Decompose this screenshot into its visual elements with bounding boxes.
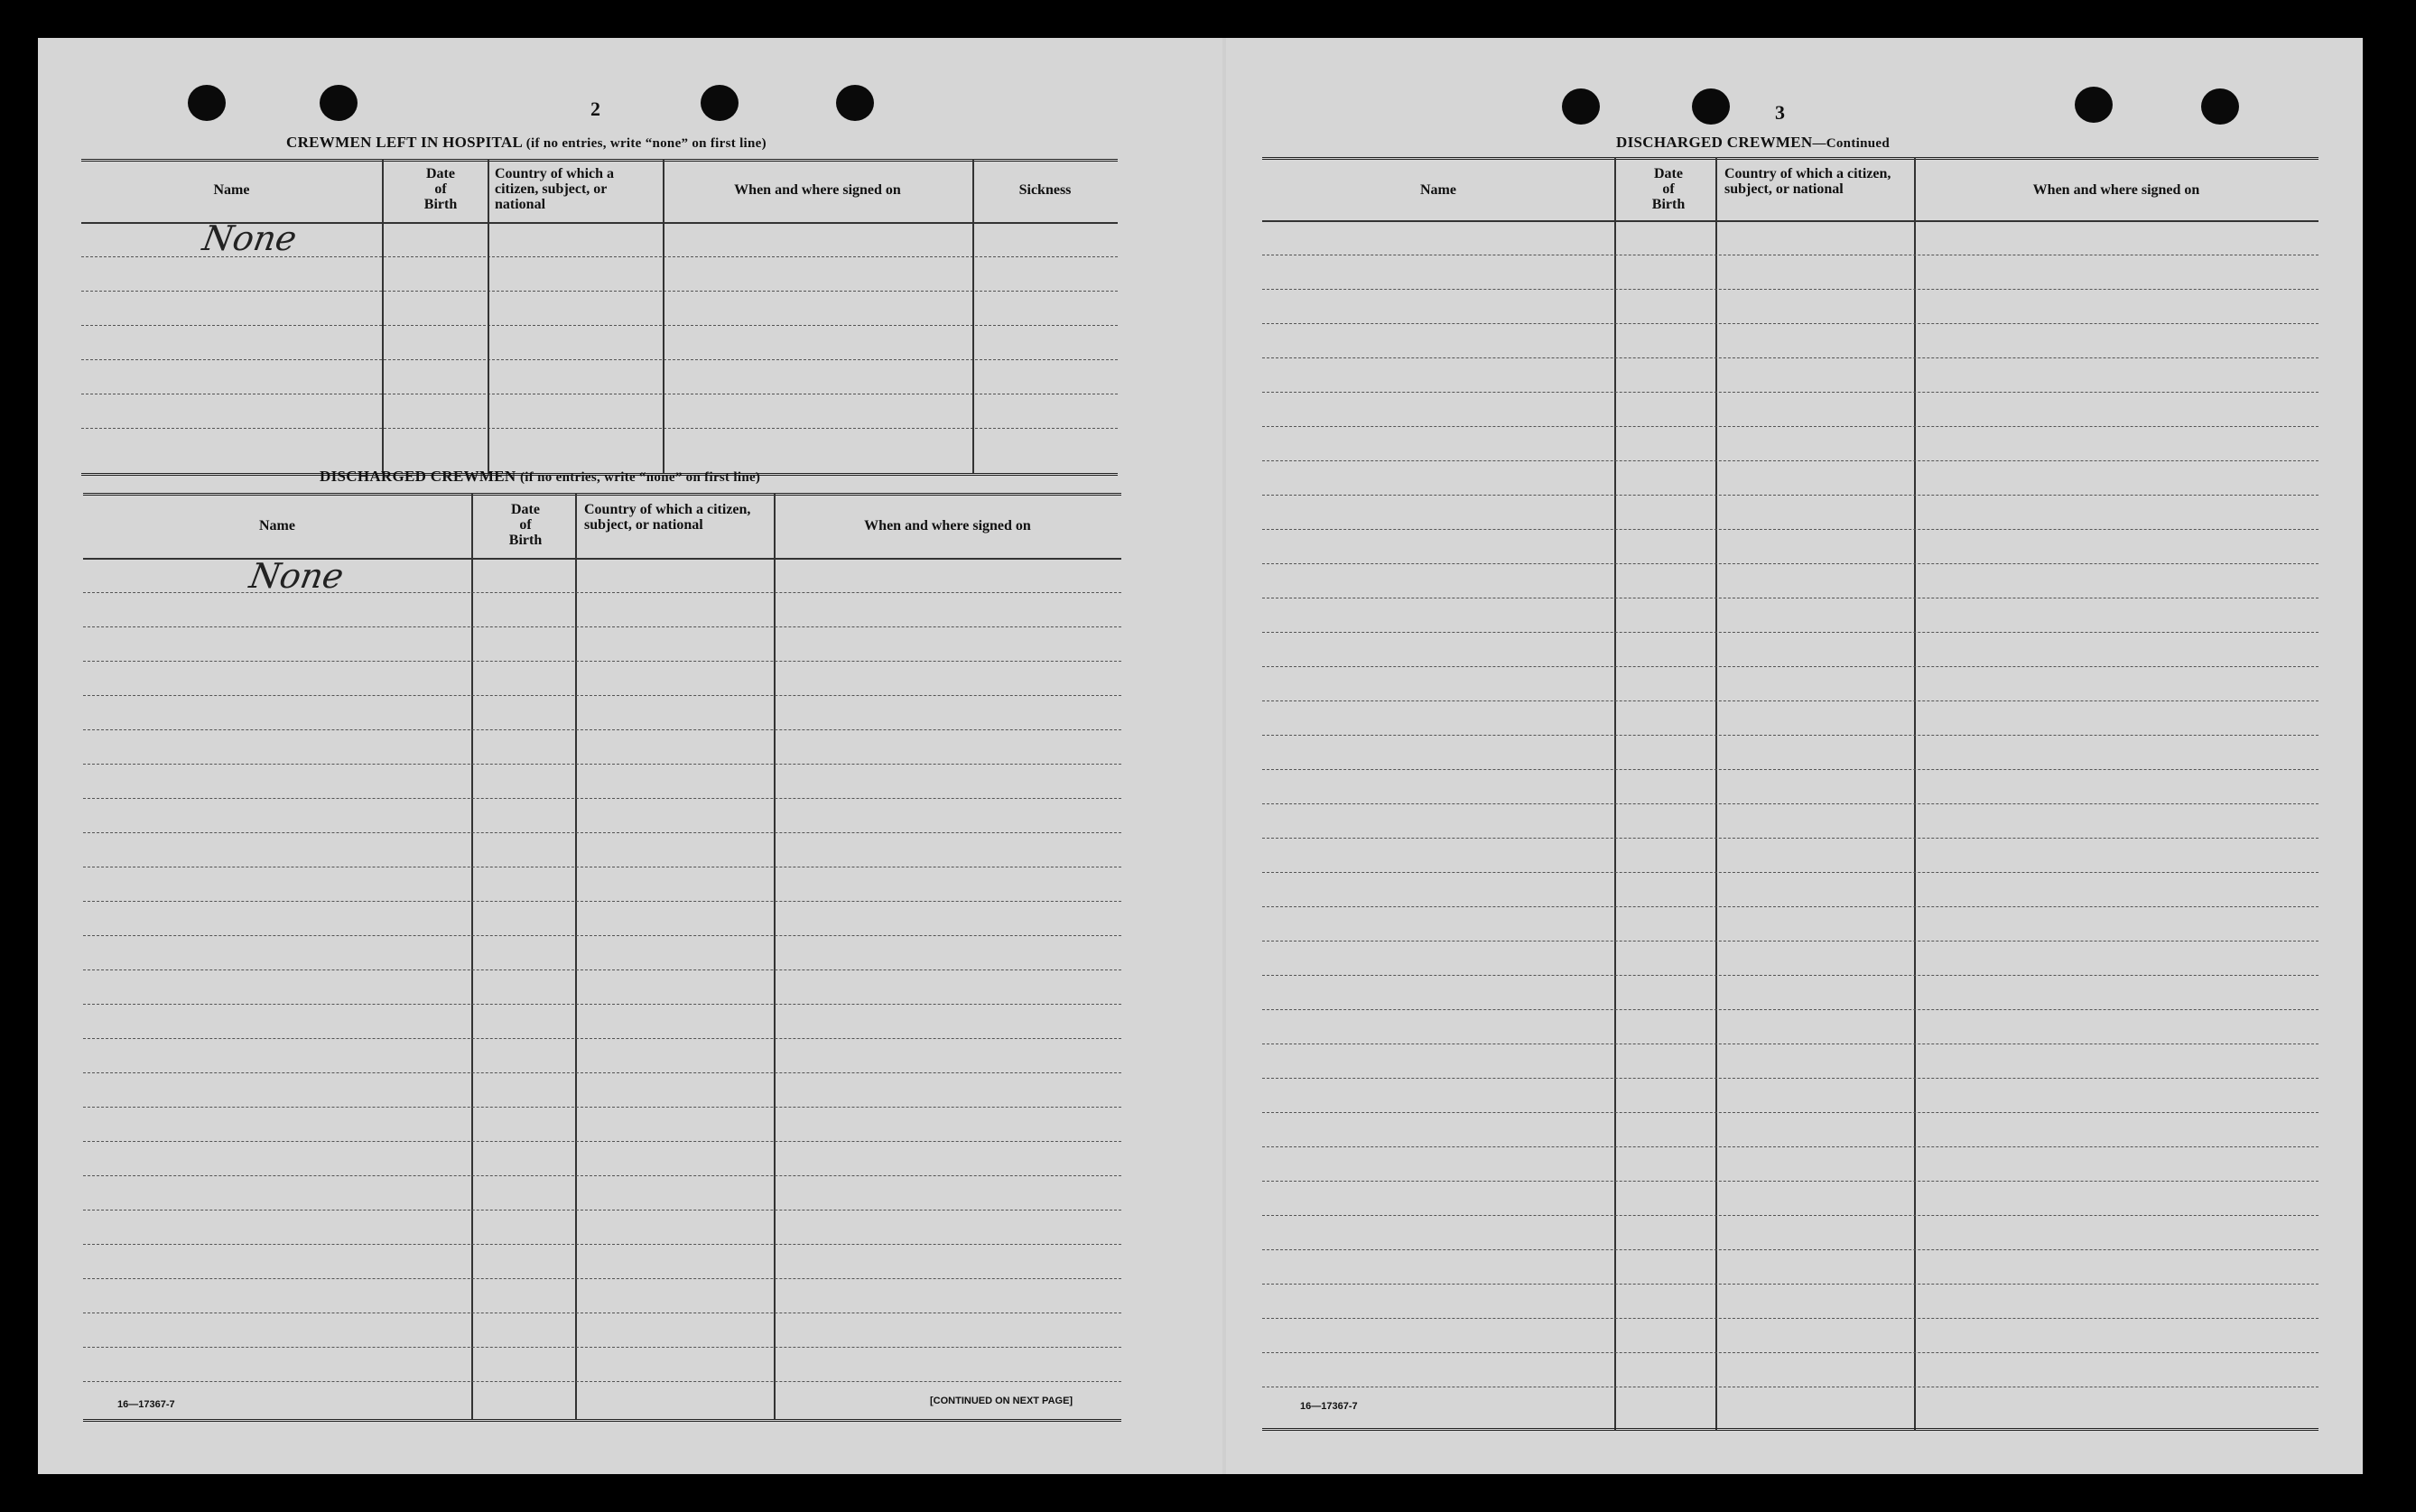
column-divider bbox=[663, 159, 664, 473]
col-header-sickness: Sickness bbox=[1018, 182, 1072, 198]
row-line bbox=[1262, 289, 2318, 290]
col-header-date-of-birth-block: Date of Birth bbox=[508, 502, 543, 548]
header-rule bbox=[1262, 220, 2318, 222]
row-line bbox=[1262, 426, 2318, 427]
discharged-table-right bbox=[1262, 157, 2318, 1432]
row-line bbox=[1262, 1112, 2318, 1113]
hospital-title-text: CREWMEN LEFT IN HOSPITAL bbox=[286, 134, 523, 151]
row-line bbox=[1262, 563, 2318, 564]
row-line bbox=[83, 592, 1121, 593]
row-line bbox=[1262, 529, 2318, 530]
header-rule bbox=[83, 558, 1121, 560]
punch-hole bbox=[701, 85, 739, 121]
row-line bbox=[83, 1175, 1121, 1176]
hospital-title-note: (if no entries, write “none” on first line) bbox=[525, 136, 767, 151]
row-line bbox=[1262, 735, 2318, 736]
row-line bbox=[83, 1244, 1121, 1245]
col-header-date-of-birth-block: Date of Birth bbox=[423, 166, 458, 212]
page-fold bbox=[1222, 38, 1226, 1474]
row-line bbox=[83, 1072, 1121, 1073]
column-divider bbox=[382, 159, 384, 473]
handwritten-entry: None bbox=[246, 556, 347, 596]
row-line bbox=[83, 1107, 1121, 1108]
row-line bbox=[1262, 495, 2318, 496]
row-line bbox=[83, 901, 1121, 902]
row-line bbox=[83, 695, 1121, 696]
discharged-title-text: DISCHARGED CREWMEN bbox=[320, 468, 516, 485]
row-line bbox=[83, 661, 1121, 662]
row-line bbox=[1262, 1284, 2318, 1285]
column-divider bbox=[575, 493, 577, 1419]
discharged-title-note: (if no entries, write “none” on first line) bbox=[520, 470, 761, 485]
row-line bbox=[1262, 1009, 2318, 1010]
row-line bbox=[1262, 872, 2318, 873]
col-header-country: Country of which a citizen, subject, or national bbox=[1724, 166, 1891, 197]
punch-hole bbox=[188, 85, 226, 121]
punch-hole bbox=[320, 85, 358, 121]
right-page-number: 3 bbox=[1775, 101, 1785, 124]
col-header-country: Country of which a citizen, subject, or national bbox=[495, 166, 615, 212]
row-line bbox=[81, 359, 1118, 360]
handwritten-entry: None bbox=[200, 218, 300, 258]
row-line bbox=[1262, 803, 2318, 804]
row-line bbox=[1262, 392, 2318, 393]
row-line bbox=[1262, 357, 2318, 358]
col-header-when-where: When and where signed on bbox=[2032, 182, 2200, 198]
row-line bbox=[83, 764, 1121, 765]
row-line bbox=[1262, 1215, 2318, 1216]
form-number-right: 16—17367-7 bbox=[1300, 1401, 1358, 1412]
row-line bbox=[83, 832, 1121, 833]
form-number: 16—17367-7 bbox=[117, 1399, 175, 1410]
hospital-table bbox=[81, 159, 1118, 475]
punch-hole bbox=[1692, 88, 1730, 125]
column-divider bbox=[488, 159, 489, 473]
continued-section-title bbox=[1616, 134, 1890, 152]
column-divider bbox=[471, 493, 473, 1419]
column-divider bbox=[1614, 157, 1616, 1430]
col-header-country: Country of which a citizen, subject, or national bbox=[584, 502, 751, 533]
col-header-when-where: When and where signed on bbox=[864, 518, 1031, 533]
column-divider bbox=[1715, 157, 1717, 1430]
row-line bbox=[1262, 632, 2318, 633]
punch-hole bbox=[2201, 88, 2239, 125]
discharged-section-title bbox=[320, 468, 760, 486]
table-top-rule bbox=[81, 159, 1118, 163]
row-line bbox=[1262, 323, 2318, 324]
col-header-name: Name bbox=[259, 518, 295, 533]
row-line bbox=[81, 325, 1118, 326]
row-line bbox=[83, 798, 1121, 799]
col-header-when-where: When and where signed on bbox=[734, 182, 901, 198]
row-line bbox=[1262, 769, 2318, 770]
manifest-sheet bbox=[38, 38, 2363, 1474]
col-header-name: Name bbox=[213, 182, 250, 198]
row-line bbox=[83, 935, 1121, 936]
column-divider bbox=[972, 159, 974, 473]
discharged-table-left bbox=[83, 493, 1121, 1423]
row-line bbox=[1262, 941, 2318, 942]
row-line bbox=[83, 1347, 1121, 1348]
continued-title-text: DISCHARGED CREWMEN bbox=[1616, 134, 1813, 151]
row-line bbox=[1262, 1146, 2318, 1147]
row-line bbox=[1262, 666, 2318, 667]
row-line bbox=[1262, 1318, 2318, 1319]
row-line bbox=[83, 729, 1121, 730]
row-line bbox=[1262, 1078, 2318, 1079]
row-line bbox=[83, 1004, 1121, 1005]
left-page-number: 2 bbox=[590, 97, 600, 120]
continued-title-suffix: —Continued bbox=[1812, 136, 1890, 151]
table-bottom-rule bbox=[1262, 1428, 2318, 1431]
row-line bbox=[83, 1038, 1121, 1039]
punch-hole bbox=[2075, 87, 2113, 123]
row-line bbox=[83, 1141, 1121, 1142]
col-header-date-of-birth-block: Date of Birth bbox=[1651, 166, 1686, 212]
row-line bbox=[1262, 1249, 2318, 1250]
row-line bbox=[83, 626, 1121, 627]
column-divider bbox=[1914, 157, 1916, 1430]
row-line bbox=[1262, 700, 2318, 701]
row-line bbox=[1262, 838, 2318, 839]
row-line bbox=[83, 1381, 1121, 1382]
column-divider bbox=[774, 493, 776, 1419]
row-line bbox=[1262, 1352, 2318, 1353]
punch-hole bbox=[1562, 88, 1600, 125]
row-line bbox=[1262, 1181, 2318, 1182]
row-line bbox=[81, 428, 1118, 429]
row-line bbox=[1262, 460, 2318, 461]
punch-hole bbox=[836, 85, 874, 121]
col-header-name: Name bbox=[1420, 182, 1456, 198]
row-line bbox=[83, 969, 1121, 970]
continued-note: [CONTINUED ON NEXT PAGE] bbox=[930, 1396, 1073, 1406]
table-top-rule bbox=[83, 493, 1121, 497]
row-line bbox=[83, 1210, 1121, 1211]
table-top-rule bbox=[1262, 157, 2318, 162]
row-line bbox=[81, 291, 1118, 292]
row-line bbox=[83, 1278, 1121, 1279]
row-line bbox=[1262, 975, 2318, 976]
hospital-section-title bbox=[286, 134, 767, 152]
table-bottom-rule bbox=[83, 1419, 1121, 1422]
row-line bbox=[1262, 906, 2318, 907]
